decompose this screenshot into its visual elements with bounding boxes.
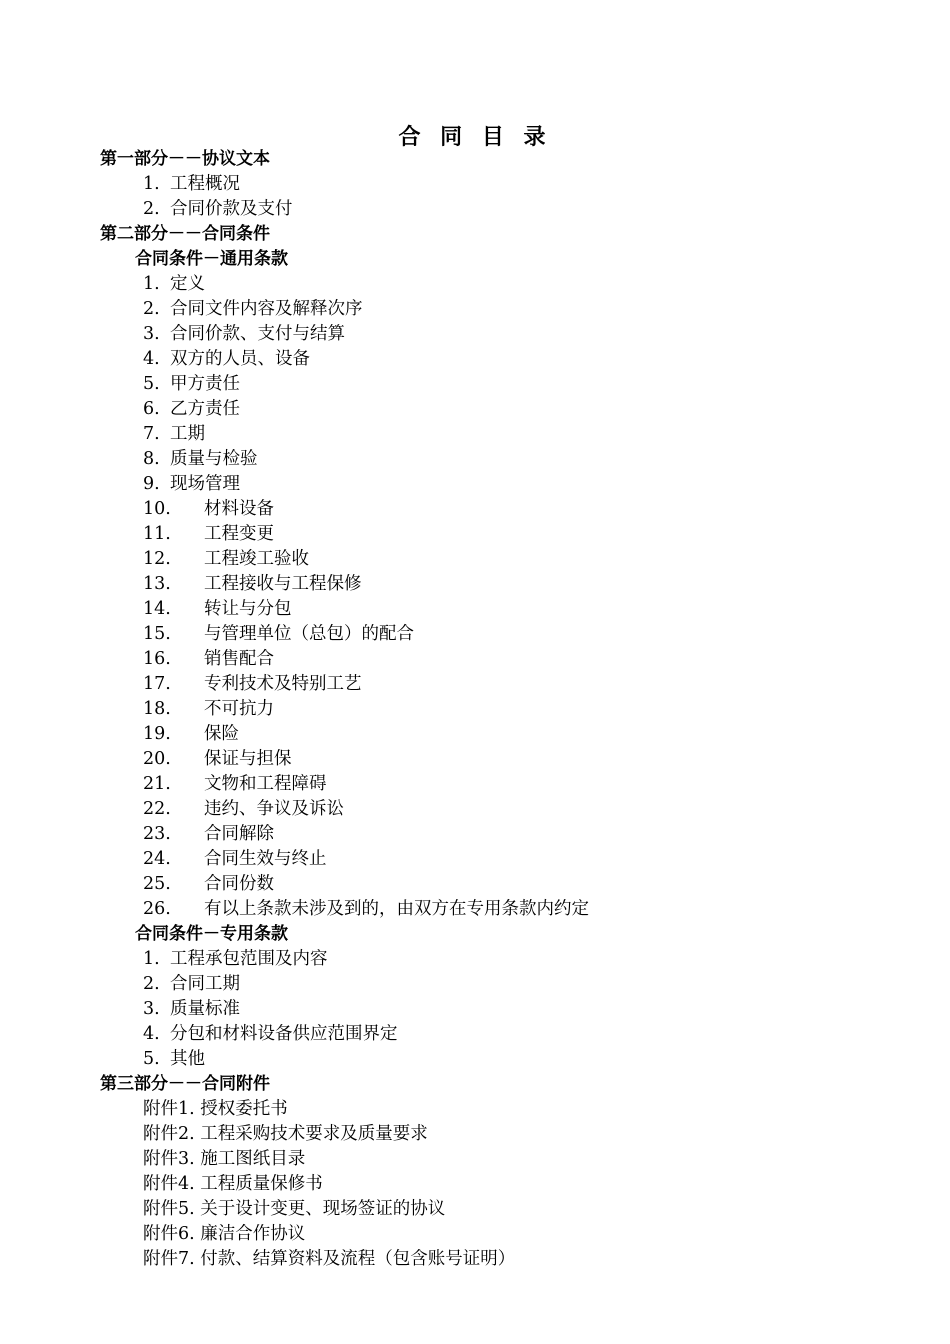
item-number: 14. bbox=[143, 599, 171, 619]
item-number: 13. bbox=[143, 574, 171, 594]
item-number: 2. bbox=[143, 199, 160, 219]
item-number: 19. bbox=[143, 724, 171, 744]
list-item bbox=[143, 422, 205, 447]
attachment-item: 附件1. 授权委托书 bbox=[143, 1099, 288, 1119]
list-item bbox=[143, 622, 414, 647]
item-text: 工期 bbox=[170, 424, 205, 444]
list-item bbox=[143, 172, 240, 197]
list-item bbox=[143, 697, 274, 722]
list-item bbox=[143, 397, 240, 422]
item-text: 甲方责任 bbox=[170, 374, 240, 394]
list-item bbox=[143, 572, 362, 597]
item-text: 转让与分包 bbox=[204, 599, 292, 619]
item-text: 工程竣工验收 bbox=[204, 549, 309, 569]
list-item bbox=[143, 797, 344, 822]
list-item bbox=[143, 772, 327, 797]
item-text: 合同价款及支付 bbox=[170, 199, 293, 219]
item-number: 16. bbox=[143, 649, 171, 669]
list-item bbox=[143, 272, 205, 297]
list-item bbox=[143, 847, 327, 872]
list-item bbox=[143, 722, 239, 747]
list-item bbox=[143, 197, 293, 222]
item-number: 5. bbox=[143, 374, 160, 394]
item-text: 不可抗力 bbox=[204, 699, 274, 719]
list-item bbox=[143, 647, 274, 672]
list-item bbox=[143, 522, 274, 547]
item-text: 乙方责任 bbox=[170, 399, 240, 419]
special-terms-heading: 合同条件－专用条款 bbox=[135, 924, 288, 944]
attachment-item: 附件3. 施工图纸目录 bbox=[143, 1149, 306, 1169]
item-text: 材料设备 bbox=[204, 499, 274, 519]
page-title: 合 同 目 录 bbox=[398, 125, 552, 150]
item-number: 1. bbox=[143, 949, 160, 969]
item-number: 4. bbox=[143, 349, 160, 369]
item-number: 5. bbox=[143, 1049, 160, 1069]
list-item bbox=[143, 872, 274, 897]
item-number: 18. bbox=[143, 699, 171, 719]
list-item bbox=[143, 547, 309, 572]
item-number: 11. bbox=[143, 524, 171, 544]
attachment-item: 附件4. 工程质量保修书 bbox=[143, 1174, 323, 1194]
item-text: 保险 bbox=[204, 724, 239, 744]
list-item bbox=[143, 472, 240, 497]
attachment-item: 附件6. 廉洁合作协议 bbox=[143, 1224, 306, 1244]
item-number: 3. bbox=[143, 324, 160, 344]
item-number: 9. bbox=[143, 474, 160, 494]
item-text: 现场管理 bbox=[170, 474, 240, 494]
item-text: 文物和工程障碍 bbox=[204, 774, 327, 794]
item-text: 合同文件内容及解释次序 bbox=[170, 299, 363, 319]
list-item bbox=[143, 347, 310, 372]
item-number: 1. bbox=[143, 174, 160, 194]
list-item bbox=[143, 297, 363, 322]
list-item bbox=[143, 947, 328, 972]
item-number: 8. bbox=[143, 449, 160, 469]
item-text: 质量标准 bbox=[170, 999, 240, 1019]
part2-heading: 第二部分－－合同条件 bbox=[100, 224, 270, 244]
item-text: 专利技术及特别工艺 bbox=[204, 674, 362, 694]
item-number: 24. bbox=[143, 849, 171, 869]
item-number: 17. bbox=[143, 674, 171, 694]
item-text: 质量与检验 bbox=[170, 449, 258, 469]
item-text: 合同解除 bbox=[204, 824, 274, 844]
item-number: 22. bbox=[143, 799, 171, 819]
list-item bbox=[143, 672, 362, 697]
item-text: 保证与担保 bbox=[204, 749, 292, 769]
item-text: 违约、争议及诉讼 bbox=[204, 799, 344, 819]
item-number: 3. bbox=[143, 999, 160, 1019]
list-item bbox=[143, 972, 240, 997]
item-text: 工程概况 bbox=[170, 174, 240, 194]
item-text: 合同价款、支付与结算 bbox=[170, 324, 345, 344]
item-number: 4. bbox=[143, 1024, 160, 1044]
item-number: 25. bbox=[143, 874, 171, 894]
item-text: 双方的人员、设备 bbox=[170, 349, 310, 369]
part1-heading: 第一部分－－协议文本 bbox=[100, 149, 270, 169]
list-item bbox=[143, 372, 240, 397]
item-number: 20. bbox=[143, 749, 171, 769]
attachment-item: 附件2. 工程采购技术要求及质量要求 bbox=[143, 1124, 428, 1144]
item-text: 销售配合 bbox=[204, 649, 274, 669]
list-item bbox=[143, 997, 240, 1022]
item-number: 23. bbox=[143, 824, 171, 844]
item-number: 12. bbox=[143, 549, 171, 569]
item-number: 1. bbox=[143, 274, 160, 294]
list-item bbox=[143, 597, 292, 622]
attachment-item: 附件5. 关于设计变更、现场签证的协议 bbox=[143, 1199, 446, 1219]
list-item bbox=[143, 822, 274, 847]
list-item bbox=[143, 897, 589, 922]
general-terms-heading: 合同条件－通用条款 bbox=[135, 249, 288, 269]
list-item bbox=[143, 447, 258, 472]
item-number: 6. bbox=[143, 399, 160, 419]
item-number: 26. bbox=[143, 899, 171, 919]
item-text: 合同份数 bbox=[204, 874, 274, 894]
item-number: 7. bbox=[143, 424, 160, 444]
item-text: 合同生效与终止 bbox=[204, 849, 327, 869]
item-number: 10. bbox=[143, 499, 171, 519]
list-item bbox=[143, 1047, 205, 1072]
attachment-item: 附件7. 付款、结算资料及流程（包含账号证明） bbox=[143, 1249, 516, 1269]
item-number: 2. bbox=[143, 299, 160, 319]
item-text: 工程变更 bbox=[204, 524, 274, 544]
item-text: 与管理单位（总包）的配合 bbox=[204, 624, 414, 644]
list-item bbox=[143, 747, 292, 772]
item-text: 分包和材料设备供应范围界定 bbox=[170, 1024, 398, 1044]
item-text: 合同工期 bbox=[170, 974, 240, 994]
item-text: 工程接收与工程保修 bbox=[204, 574, 362, 594]
item-text: 定义 bbox=[170, 274, 205, 294]
item-number: 2. bbox=[143, 974, 160, 994]
item-number: 15. bbox=[143, 624, 171, 644]
item-number: 21. bbox=[143, 774, 171, 794]
item-text: 有以上条款未涉及到的，由双方在专用条款内约定 bbox=[204, 899, 589, 919]
list-item bbox=[143, 497, 274, 522]
list-item bbox=[143, 1022, 398, 1047]
item-text: 其他 bbox=[170, 1049, 205, 1069]
part3-heading: 第三部分－－合同附件 bbox=[100, 1074, 270, 1094]
list-item bbox=[143, 322, 345, 347]
item-text: 工程承包范围及内容 bbox=[170, 949, 328, 969]
